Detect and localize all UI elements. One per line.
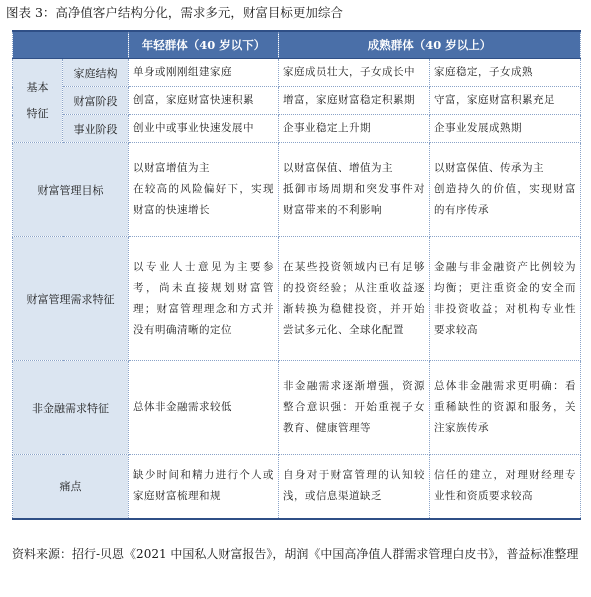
cell-mature-1: 家庭成员壮大，子女成长中 (279, 59, 430, 87)
cell-young: 创业中或事业快速发展中 (129, 115, 279, 143)
row-label: 财富管理需求特征 (13, 237, 129, 361)
figure-title: 图表 3：高净值客户结构分化，需求多元，财富目标更加综合 (6, 5, 343, 20)
cell-mature-2: 金融与非金融资产比例较为均衡；更注重资金的安全而非投资收益；对机构专业性要求较高 (430, 237, 581, 361)
cell-mature-1: 自身对于财富管理的认知较浅，或信息渠道缺乏 (279, 455, 430, 519)
cell-young: 单身或刚刚组建家庭 (129, 59, 279, 87)
cell-line: 以财富保值、传承为主 创造持久的价值，实现财富的有序传承 (434, 162, 577, 216)
table-row (13, 87, 581, 115)
cell-mature-1 (279, 143, 430, 237)
header-blank (13, 31, 129, 59)
row-label: 痛点 (13, 455, 129, 519)
cell-mature-1: 企事业稳定上升期 (279, 115, 430, 143)
sub-label: 事业阶段 (63, 115, 129, 143)
cell-young: 创富，家庭财富快速积累 (129, 87, 279, 115)
row-label: 非金融需求特征 (13, 361, 129, 455)
table-row (13, 361, 581, 455)
sub-label: 家庭结构 (63, 59, 129, 87)
cell-young: 以专业人士意见为主要参考，尚未直接规划财富管理；财富管理理念和方式并没有明确清晰的定位 (129, 237, 279, 361)
cell-mature-2: 家庭稳定，子女成熟 (430, 59, 581, 87)
header-row (13, 31, 581, 59)
table-row (13, 115, 581, 143)
cell-mature-1: 在某些投资领域内已有足够的投资经验；从注重收益逐渐转换为稳健投资，并开始尝试多元化、全球化配置 (279, 237, 430, 361)
cell-mature-1: 非金融需求逐渐增强，资源整合意识强：开始重视子女教育、健康管理等 (279, 361, 430, 455)
table-row (13, 143, 581, 237)
row-label-basic (13, 59, 63, 143)
cell-line: 以财富增值为主 在较高的风险偏好下，实现财富的快速增长 (133, 162, 274, 216)
comparison-table (12, 30, 581, 520)
table-row (13, 237, 581, 361)
cell-line: 以财富保值、增值为主 抵御市场周期和突发事件对财富带来的不利影响 (283, 162, 425, 216)
cell-mature-2: 企事业发展成熟期 (430, 115, 581, 143)
row-label: 财富管理目标 (13, 143, 129, 237)
cell-mature-2: 信任的建立，对理财经理专业性和资质要求较高 (430, 455, 581, 519)
source-note: 资料来源：招行-贝恩《2021 中国私人财富报告》，胡润《中国高净值人群需求管理白皮书》，普益标准整理 (12, 547, 579, 561)
cell-mature-2: 守富，家庭财富积累充足 (430, 87, 581, 115)
sub-label: 财富阶段 (63, 87, 129, 115)
table-row (13, 59, 581, 87)
cell-mature-2: 总体非金融需求更明确：看重稀缺性的资源和服务，关注家族传承 (430, 361, 581, 455)
cell-young: 总体非金融需求较低 (129, 361, 279, 455)
header-mature: 成熟群体（40 岁以上） (279, 31, 581, 59)
table-row (13, 455, 581, 519)
cell-mature-2 (430, 143, 581, 237)
header-young: 年轻群体（40 岁以下） (129, 31, 279, 59)
cell-mature-1: 增富，家庭财富稳定积累期 (279, 87, 430, 115)
basic-label: 基本特征 (26, 80, 49, 120)
cell-young (129, 143, 279, 237)
cell-young: 缺少时间和精力进行个人或家庭财富梳理和规 (129, 455, 279, 519)
